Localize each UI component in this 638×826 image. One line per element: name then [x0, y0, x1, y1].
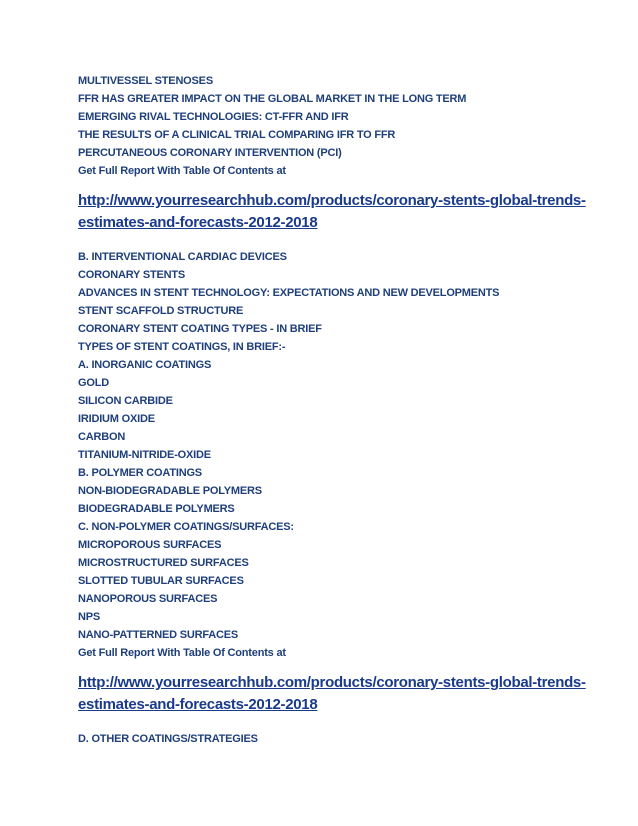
report-link-line[interactable]: estimates-and-forecasts-2012-2018	[78, 214, 318, 231]
text-line: NANOPOROUS SURFACES	[78, 593, 218, 605]
text-line: IRIDIUM OXIDE	[78, 413, 155, 425]
section-other-coatings	[78, 730, 618, 748]
text-line: EMERGING RIVAL TECHNOLOGIES: CT-FFR AND IFR	[78, 111, 349, 123]
text-line: SILICON CARBIDE	[78, 395, 173, 407]
text-line: ADVANCES IN STENT TECHNOLOGY: EXPECTATIONS AND NEW DEVELOPMENTS	[78, 287, 500, 299]
text-line: PERCUTANEOUS CORONARY INTERVENTION (PCI)	[78, 147, 342, 159]
report-link-line[interactable]: estimates-and-forecasts-2012-2018	[78, 696, 318, 713]
text-line: FFR HAS GREATER IMPACT ON THE GLOBAL MARKET IN THE LONG TERM	[78, 93, 467, 105]
report-link-2[interactable]	[78, 672, 618, 716]
report-link-1[interactable]	[78, 190, 618, 234]
text-line: CORONARY STENTS	[78, 269, 186, 281]
text-line: MULTIVESSEL STENOSES	[78, 75, 213, 87]
text-line: A. INORGANIC COATINGS	[78, 359, 212, 371]
text-line: CARBON	[78, 431, 126, 443]
full-report-prompt: Get Full Report With Table Of Contents at	[78, 165, 286, 177]
text-line: TITANIUM-NITRIDE-OXIDE	[78, 449, 211, 461]
document-page	[78, 72, 618, 748]
text-line: CORONARY STENT COATING TYPES - IN BRIEF	[78, 323, 322, 335]
text-line: GOLD	[78, 377, 109, 389]
text-line: MICROSTRUCTURED SURFACES	[78, 557, 249, 569]
text-line: SLOTTED TUBULAR SURFACES	[78, 575, 244, 587]
text-line: D. OTHER COATINGS/STRATEGIES	[78, 733, 258, 745]
text-line: C. NON-POLYMER COATINGS/SURFACES:	[78, 521, 294, 533]
text-line: THE RESULTS OF A CLINICAL TRIAL COMPARING IFR TO FFR	[78, 129, 396, 141]
section-interventional-devices	[78, 248, 618, 662]
text-line: NPS	[78, 611, 101, 623]
text-line: NANO-PATTERNED SURFACES	[78, 629, 238, 641]
report-link-line[interactable]: http://www.yourresearchhub.com/products/coronary-stents-global-trends-	[78, 192, 586, 209]
text-line: MICROPOROUS SURFACES	[78, 539, 222, 551]
text-line: BIODEGRADABLE POLYMERS	[78, 503, 235, 515]
text-line: NON-BIODEGRADABLE POLYMERS	[78, 485, 262, 497]
section-ffr-topics	[78, 72, 618, 180]
full-report-prompt: Get Full Report With Table Of Contents at	[78, 647, 286, 659]
report-link-line[interactable]: http://www.yourresearchhub.com/products/coronary-stents-global-trends-	[78, 674, 586, 691]
text-line: B. INTERVENTIONAL CARDIAC DEVICES	[78, 251, 287, 263]
text-line: TYPES OF STENT COATINGS, IN BRIEF:-	[78, 341, 286, 353]
text-line: B. POLYMER COATINGS	[78, 467, 202, 479]
text-line: STENT SCAFFOLD STRUCTURE	[78, 305, 244, 317]
